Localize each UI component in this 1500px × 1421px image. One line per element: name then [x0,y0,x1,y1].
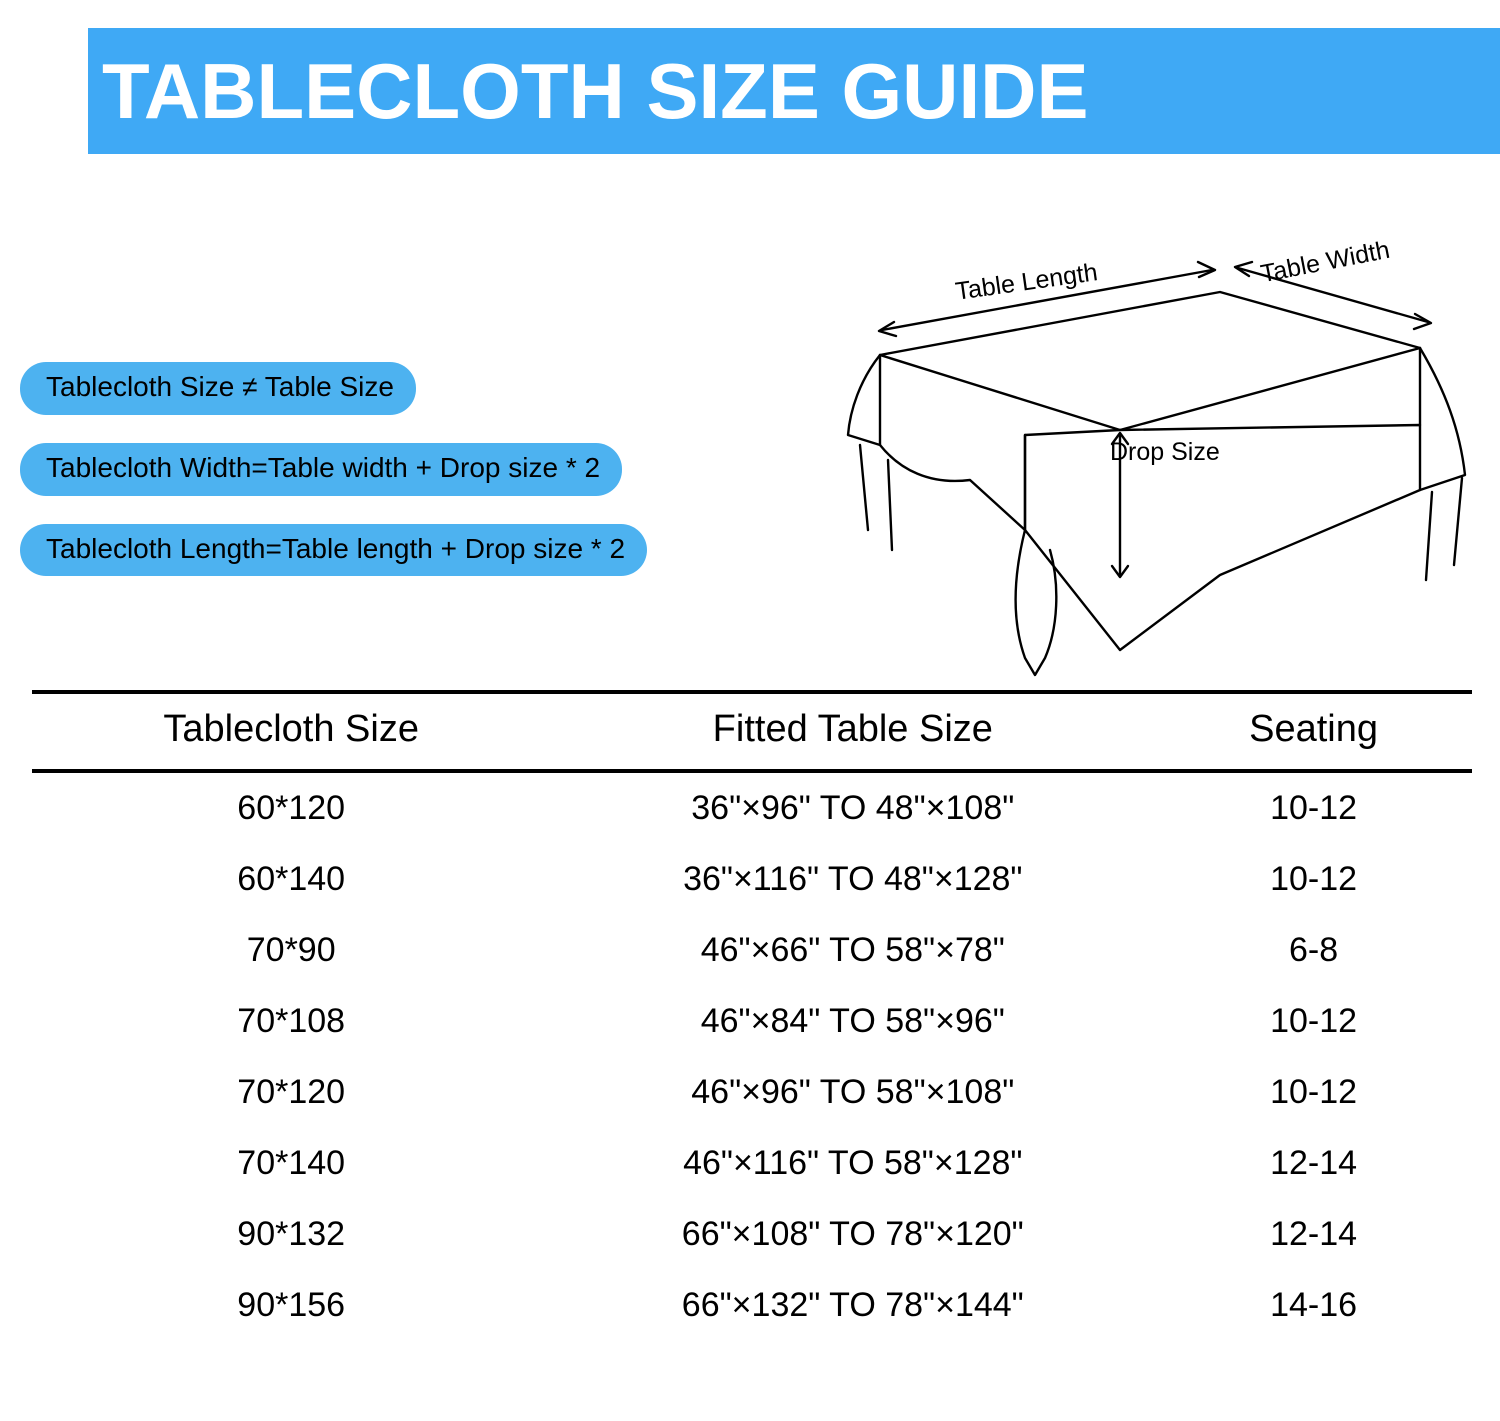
tablecloth-size-table [32,690,1472,1341]
column-header-seating: Seating [1249,708,1379,750]
cell-tablecloth-size: 90*132 [237,1215,346,1253]
table-row [32,915,1472,986]
table-row [32,1057,1472,1128]
cell-fitted-table-size: 36"×116" TO 48"×128" [683,860,1023,898]
table-header-row [32,692,1472,771]
cell-fitted-table-size: 36"×96" TO 48"×108" [691,789,1015,827]
cell-seating: 10-12 [1270,1002,1358,1040]
cell-seating: 12-14 [1270,1144,1358,1182]
cell-fitted-table-size: 46"×96" TO 58"×108" [691,1073,1015,1111]
header-bar [88,28,1500,154]
column-header-fitted-table-size: Fitted Table Size [712,708,993,750]
table-row [32,1270,1472,1341]
info-pill-group [20,362,840,604]
cell-tablecloth-size: 90*156 [237,1286,346,1324]
table-row [32,1199,1472,1270]
cell-tablecloth-size: 70*120 [237,1073,346,1111]
table-row [32,844,1472,915]
cell-seating: 12-14 [1270,1215,1358,1253]
cell-tablecloth-size: 60*140 [237,860,346,898]
table-body [32,771,1472,1341]
table-row [32,986,1472,1057]
table-row [32,1128,1472,1199]
cell-fitted-table-size: 46"×84" TO 58"×96" [700,1002,1005,1040]
label-table-width: Table Width [1258,235,1393,289]
info-pill-width-formula: Tablecloth Width=Table width + Drop size * 2 [20,443,622,496]
info-pill-size-note: Tablecloth Size ≠ Table Size [20,362,416,415]
cell-seating: 10-12 [1270,789,1358,827]
cell-fitted-table-size: 46"×116" TO 58"×128" [683,1144,1023,1182]
info-pill-length-formula: Tablecloth Length=Table length + Drop size * 2 [20,524,647,577]
cell-seating: 6-8 [1289,931,1339,969]
table-row [32,771,1472,844]
cell-tablecloth-size: 70*140 [237,1144,346,1182]
table-header [32,692,1472,771]
label-table-length: Table Length [953,258,1100,306]
label-drop-size: Drop Size [1110,438,1220,466]
column-header-tablecloth-size: Tablecloth Size [163,708,419,750]
cell-tablecloth-size: 70*90 [246,931,336,969]
cell-fitted-table-size: 46"×66" TO 58"×78" [700,931,1005,969]
cell-seating: 14-16 [1270,1286,1358,1324]
page-title: TABLECLOTH SIZE GUIDE [102,47,1089,135]
cell-seating: 10-12 [1270,1073,1358,1111]
cell-seating: 10-12 [1270,860,1358,898]
cell-fitted-table-size: 66"×108" TO 78"×120" [681,1215,1024,1253]
cell-tablecloth-size: 60*120 [237,789,346,827]
cell-tablecloth-size: 70*108 [237,1002,346,1040]
tablecloth-diagram [820,230,1480,680]
cell-fitted-table-size: 66"×132" TO 78"×144" [681,1286,1024,1324]
